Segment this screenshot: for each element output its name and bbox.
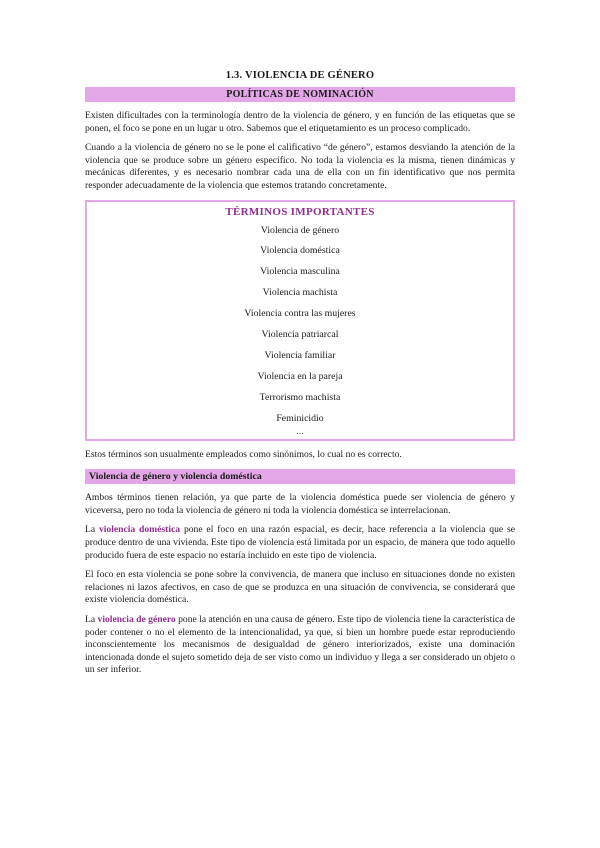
highlight-term-domestica: violencia doméstica [98, 524, 181, 536]
terms-box [85, 200, 515, 441]
paragraph-body: pone el foco en una razón espacial, es decir, hace referencia a la violencia que se produce dentro de una vivienda. Este tipo de violencia está limitada por un espacio, de manera que todo aquello producido fuera de este espacio no estaría incluido en este tipo de violencia. [85, 524, 515, 561]
section-heading: 1.3. VIOLENCIA DE GÉNERO [225, 70, 375, 81]
term-item: Violencia de género [260, 224, 340, 236]
term-item: Violencia familiar [264, 349, 336, 361]
term-item: Violencia contra las mujeres [244, 308, 356, 320]
subheading-band: POLÍTICAS DE NOMINACIÓN [85, 87, 515, 102]
term-item: Violencia machista [262, 287, 338, 299]
term-item: Violencia en la pareja [257, 370, 343, 382]
document-page [85, 70, 515, 684]
section-paragraph-1: Ambos términos tienen relación, ya que parte de la violencia doméstica puede ser violencia de género y viceversa, pero no toda la violencia de género ni toda la violencia doméstica se interrelacionan. [85, 492, 515, 516]
paragraph-prefix: La [85, 524, 99, 536]
intro-paragraph-1: Existen dificultades con la terminología dentro de la violencia de género, y en función de las etiquetas que se ponen, el foco se pone en un lugar u otro. Sabemos que el etiquetamiento es un proceso complicado. [85, 110, 515, 134]
subsection-title: Violencia de género y violencia doméstica [85, 469, 515, 484]
terms-note: Estos términos son usualmente empleados como sinónimos, lo cual no es correcto. [85, 448, 402, 460]
highlight-term-genero: violencia de género [97, 613, 176, 625]
terms-box-title: TÉRMINOS IMPORTANTES [225, 205, 375, 218]
terms-ellipsis: ... [296, 425, 304, 437]
paragraph-body: pone la atención en una causa de género. Este tipo de violencia tiene la característica de poder contener o no el elemento de la intencionalidad, ya que, si bien un hombre puede estar reproduciendo inconscientemente los mecanismos de desigualdad de género interiorizados, existe una dominación intencionada donde el sujeto sometido deja de ser visto como un individuo y llega a ser considerado un objeto o un ser inferior. [85, 613, 515, 676]
section-paragraph-2 [85, 524, 515, 562]
paragraph-prefix: La [85, 613, 98, 625]
term-item: Feminicidio [276, 412, 324, 424]
intro-paragraph-2: Cuando a la violencia de género no se le pone el calificativo “de género”, estamos desviando la atención de la violencia que se produce sobre un género específico. No toda la violencia es la misma, tienen dinámicas y mecánicas diferentes, y es necesario nombrar cada una de ella con un fin identificativo que nos permita responder adecuadamente de la violencia que estemos tratando concretamente. [85, 142, 515, 191]
section-paragraph-4 [85, 614, 515, 677]
term-item: Violencia doméstica [260, 245, 340, 257]
section-paragraph-3: El foco en esta violencia se pone sobre la convivencia, de manera que incluso en situaciones donde no existen relaciones ni lazos afectivos, en caso de que se produzca en una situación de convivencia, se considerará que existe violencia doméstica. [85, 569, 515, 606]
term-item: Terrorismo machista [259, 391, 341, 403]
term-item: Violencia patriarcal [261, 329, 339, 341]
term-item: Violencia masculina [260, 266, 340, 278]
